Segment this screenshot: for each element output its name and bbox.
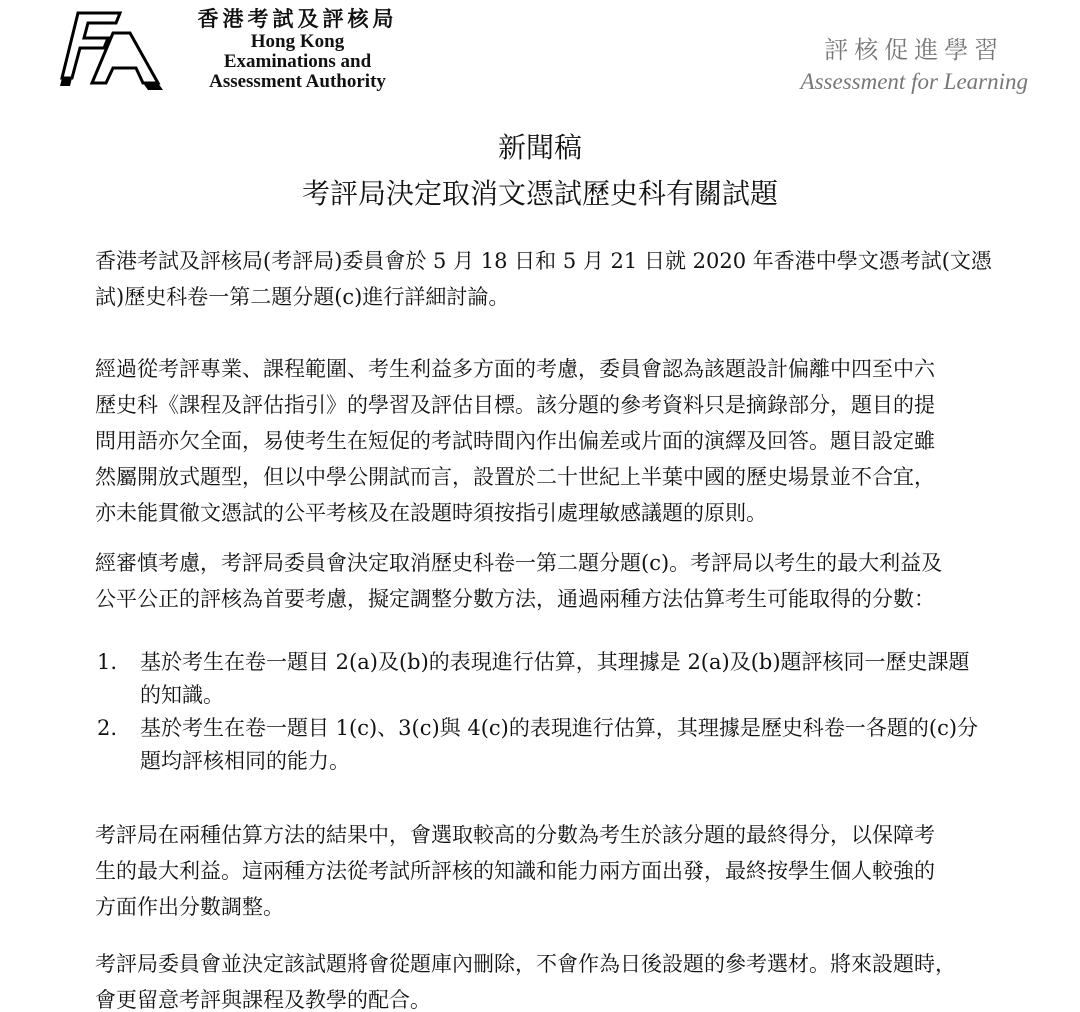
text-line: 的知識。 <box>140 683 224 707</box>
text-line: 試)歷史科卷一第二題分題(c)進行詳細討論。 <box>95 285 510 309</box>
paragraph <box>95 243 995 315</box>
org-name-zh: 香港考試及評核局 <box>197 7 398 31</box>
list-number: 2. <box>97 716 118 740</box>
org-name-en-line: Hong Kong <box>250 31 345 52</box>
text-line: 考評局委員會並決定該試題將會從題庫內刪除，不會作為日後設題的參考選材。將來設題時， <box>95 952 956 976</box>
paragraph <box>95 351 995 531</box>
slogan-zh: 評核促進學習 <box>824 38 1005 64</box>
text-line: 會更留意考評與課程及教學的配合。 <box>95 988 431 1012</box>
hkeaa-logo <box>58 8 178 90</box>
text-line: 經審慎考慮，考評局委員會決定取消歷史科卷一第二題分題(c)。考評局以考生的最大利益及 <box>95 551 943 575</box>
org-name-en-line: Assessment Authority <box>209 71 386 92</box>
text-line: 基於考生在卷一題目 2(a)及(b)的表現進行估算，其理據是 2(a)及(b)題評核同一歷史課題 <box>140 650 970 674</box>
document-subtitle: 考評局決定取消文憑試歷史科有關試題 <box>301 177 778 210</box>
text-line: 題均評核相同的能力。 <box>140 749 350 773</box>
text-line: 生的最大利益。這兩種方法從考試所評核的知識和能力兩方面出發，最終按學生個人較強的 <box>95 859 935 883</box>
text-line: 方面作出分數調整。 <box>95 895 284 919</box>
text-line: 考評局在兩種估算方法的結果中，會選取較高的分數為考生於該分題的最終得分，以保障考 <box>95 823 935 847</box>
text-line: 基於考生在卷一題目 1(c)、3(c)與 4(c)的表現進行估算，其理據是歷史科卷一各題的(c)分 <box>140 716 979 740</box>
text-line: 香港考試及評核局(考評局)委員會於 5 月 18 日和 5 月 21 日就 2020 年香港中學文憑考試(文憑 <box>95 249 992 273</box>
slogan-en: Assessment for Learning <box>800 69 1028 94</box>
text-line: 歷史科《課程及評估指引》的學習及評估目標。該分題的參考資料只是摘錄部分，題目的提 <box>95 393 935 417</box>
document-title: 新聞稿 <box>497 131 582 164</box>
org-name <box>180 6 415 92</box>
text-line: 亦未能貫徹文憑試的公平考核及在設題時須按指引處理敏感議題的原則。 <box>95 501 767 525</box>
org-name-en-line: Examinations and <box>223 51 372 72</box>
text-line: 問用語亦欠全面，易使考生在短促的考試時間內作出偏差或片面的演繹及回答。題目設定雖 <box>95 429 935 453</box>
slogan <box>801 30 1028 95</box>
paragraph <box>95 545 995 617</box>
paragraph <box>95 946 995 1012</box>
list-number: 1. <box>97 650 118 674</box>
text-line: 然屬開放式題型，但以中學公開試而言，設置於二十世紀上半葉中國的歷史場景並不合宜， <box>95 465 935 489</box>
paragraph <box>95 817 995 925</box>
text-line: 公平公正的評核為首要考慮，擬定調整分數方法，通過兩種方法估算考生可能取得的分數： <box>95 587 935 611</box>
text-line: 經過從考評專業、課程範圍、考生利益多方面的考慮，委員會認為該題設計偏離中四至中六 <box>95 357 935 381</box>
